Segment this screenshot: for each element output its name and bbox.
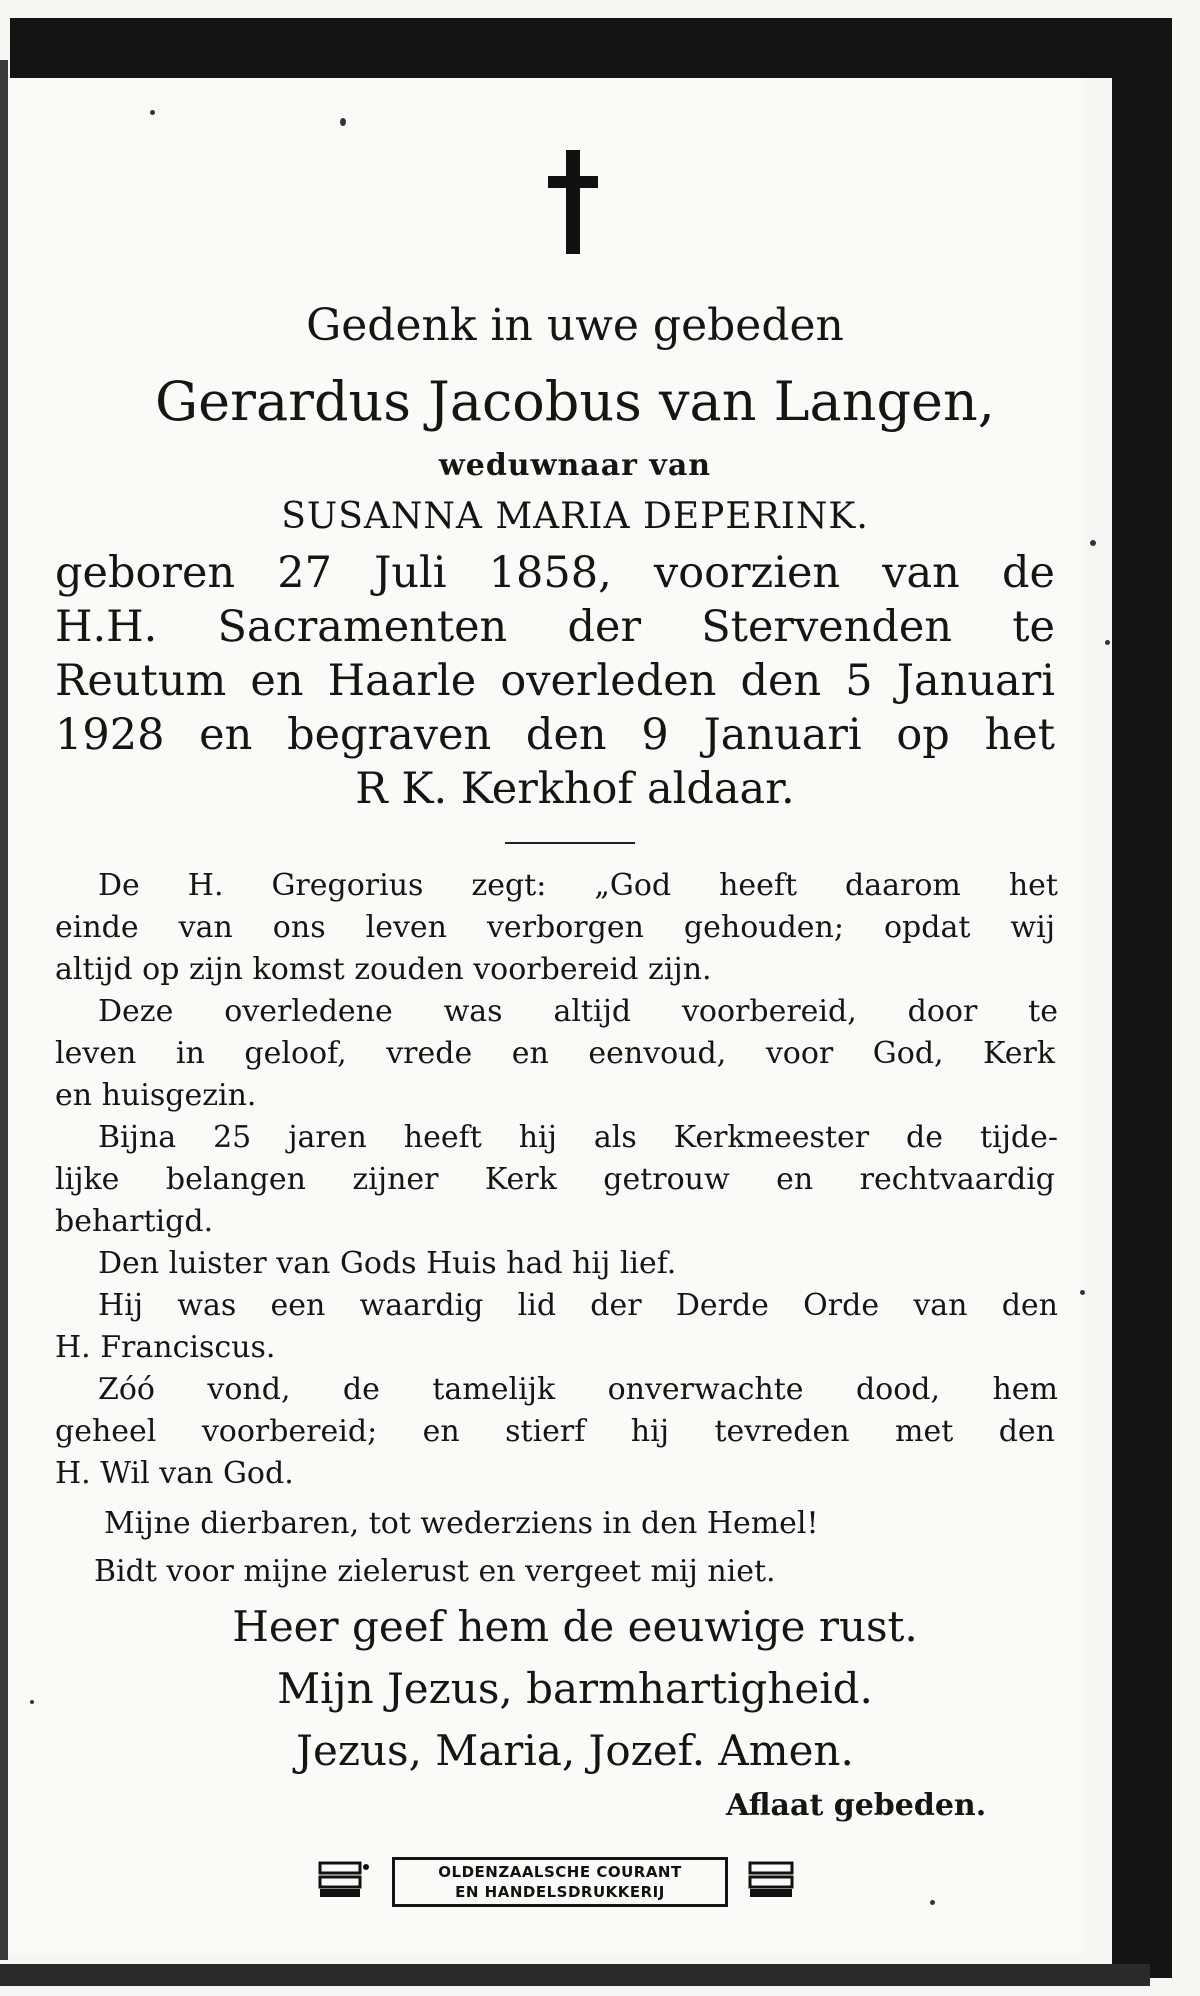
printer-line-2: EN HANDELSDRUKKERIJ (455, 1883, 665, 1901)
body-line: De H. Gregorius zegt: „God heeft daarom het (98, 868, 1058, 903)
body-line: Den luister van Gods Huis had hij lief. (98, 1246, 677, 1281)
printer-line-1: OLDENZAALSCHE COURANT (438, 1863, 682, 1881)
widower-of-label: weduwnaar van (438, 448, 712, 483)
paper-speck (930, 1900, 935, 1905)
paper-speck (150, 110, 155, 115)
body-line: Bijna 25 jaren heeft hij als Kerkmeester de tijde- (98, 1120, 1058, 1155)
body-line: Zóó vond, de tamelijk onverwachte dood, hem (98, 1372, 1058, 1407)
paper-speck (1080, 1290, 1085, 1295)
body-line: Hij was een waardig lid der Derde Orde van den (98, 1288, 1058, 1323)
divider-rule (505, 842, 635, 844)
mourning-border-top (10, 18, 1160, 78)
mourning-border-left (0, 60, 8, 1960)
deceased-name: Gerardus Jacobus van Langen, (155, 370, 995, 433)
body-line: einde van ons leven verborgen gehouden; opdat wij (55, 910, 1055, 945)
cross-icon (548, 150, 598, 254)
bio-line: H.H. Sacramenten der Stervenden te (55, 602, 1055, 652)
body-line: altijd op zijn komst zouden voorbereid zijn. (55, 952, 712, 987)
bio-line: 1928 en begraven den 9 Januari op het (55, 710, 1055, 760)
request-line: Bidt voor mijne zielerust en vergeet mij niet. (94, 1554, 776, 1589)
bio-line: geboren 27 Juli 1858, voorzien van de (55, 548, 1055, 598)
mourning-border-right (1112, 18, 1172, 1978)
body-line: behartigd. (55, 1204, 214, 1239)
bio-line-last: R K. Kerkhof aldaar. (355, 764, 795, 814)
spouse-name: SUSANNA MARIA DEPERINK. (281, 496, 869, 537)
printer-logo-right-icon (740, 1859, 796, 1901)
bio-line: Reutum en Haarle overleden den 5 Januari (55, 656, 1055, 706)
intro-line: Gedenk in uwe gebeden (306, 300, 844, 351)
body-line: H. Franciscus. (55, 1330, 276, 1365)
printer-logo-left-icon (316, 1859, 372, 1901)
body-line: Deze overledene was altijd voorbereid, door te (98, 994, 1058, 1029)
paper-speck (1090, 540, 1096, 546)
prayer-line: Mijn Jezus, barmhartigheid. (277, 1664, 873, 1713)
paper-speck (1105, 640, 1110, 645)
prayer-line: Jezus, Maria, Jozef. Amen. (296, 1726, 854, 1775)
paper-speck (30, 1700, 34, 1704)
body-line: en huisgezin. (55, 1078, 257, 1113)
body-line: H. Wil van God. (55, 1456, 294, 1491)
mourning-border-bottom (0, 1964, 1150, 1986)
printer-mark (316, 1853, 796, 1909)
farewell-line: Mijne dierbaren, tot wederziens in den Hemel! (104, 1506, 819, 1541)
paper-speck (340, 118, 346, 126)
indulgence-note: Aflaat gebeden. (726, 1788, 987, 1823)
printer-name-box (392, 1857, 728, 1907)
prayer-line: Heer geef hem de eeuwige rust. (232, 1602, 918, 1651)
body-line: geheel voorbereid; en stierf hij tevreden met den (55, 1414, 1055, 1449)
body-line: lijke belangen zijner Kerk getrouw en rechtvaardig (55, 1162, 1055, 1197)
body-line: leven in geloof, vrede en eenvoud, voor God, Kerk (55, 1036, 1055, 1071)
